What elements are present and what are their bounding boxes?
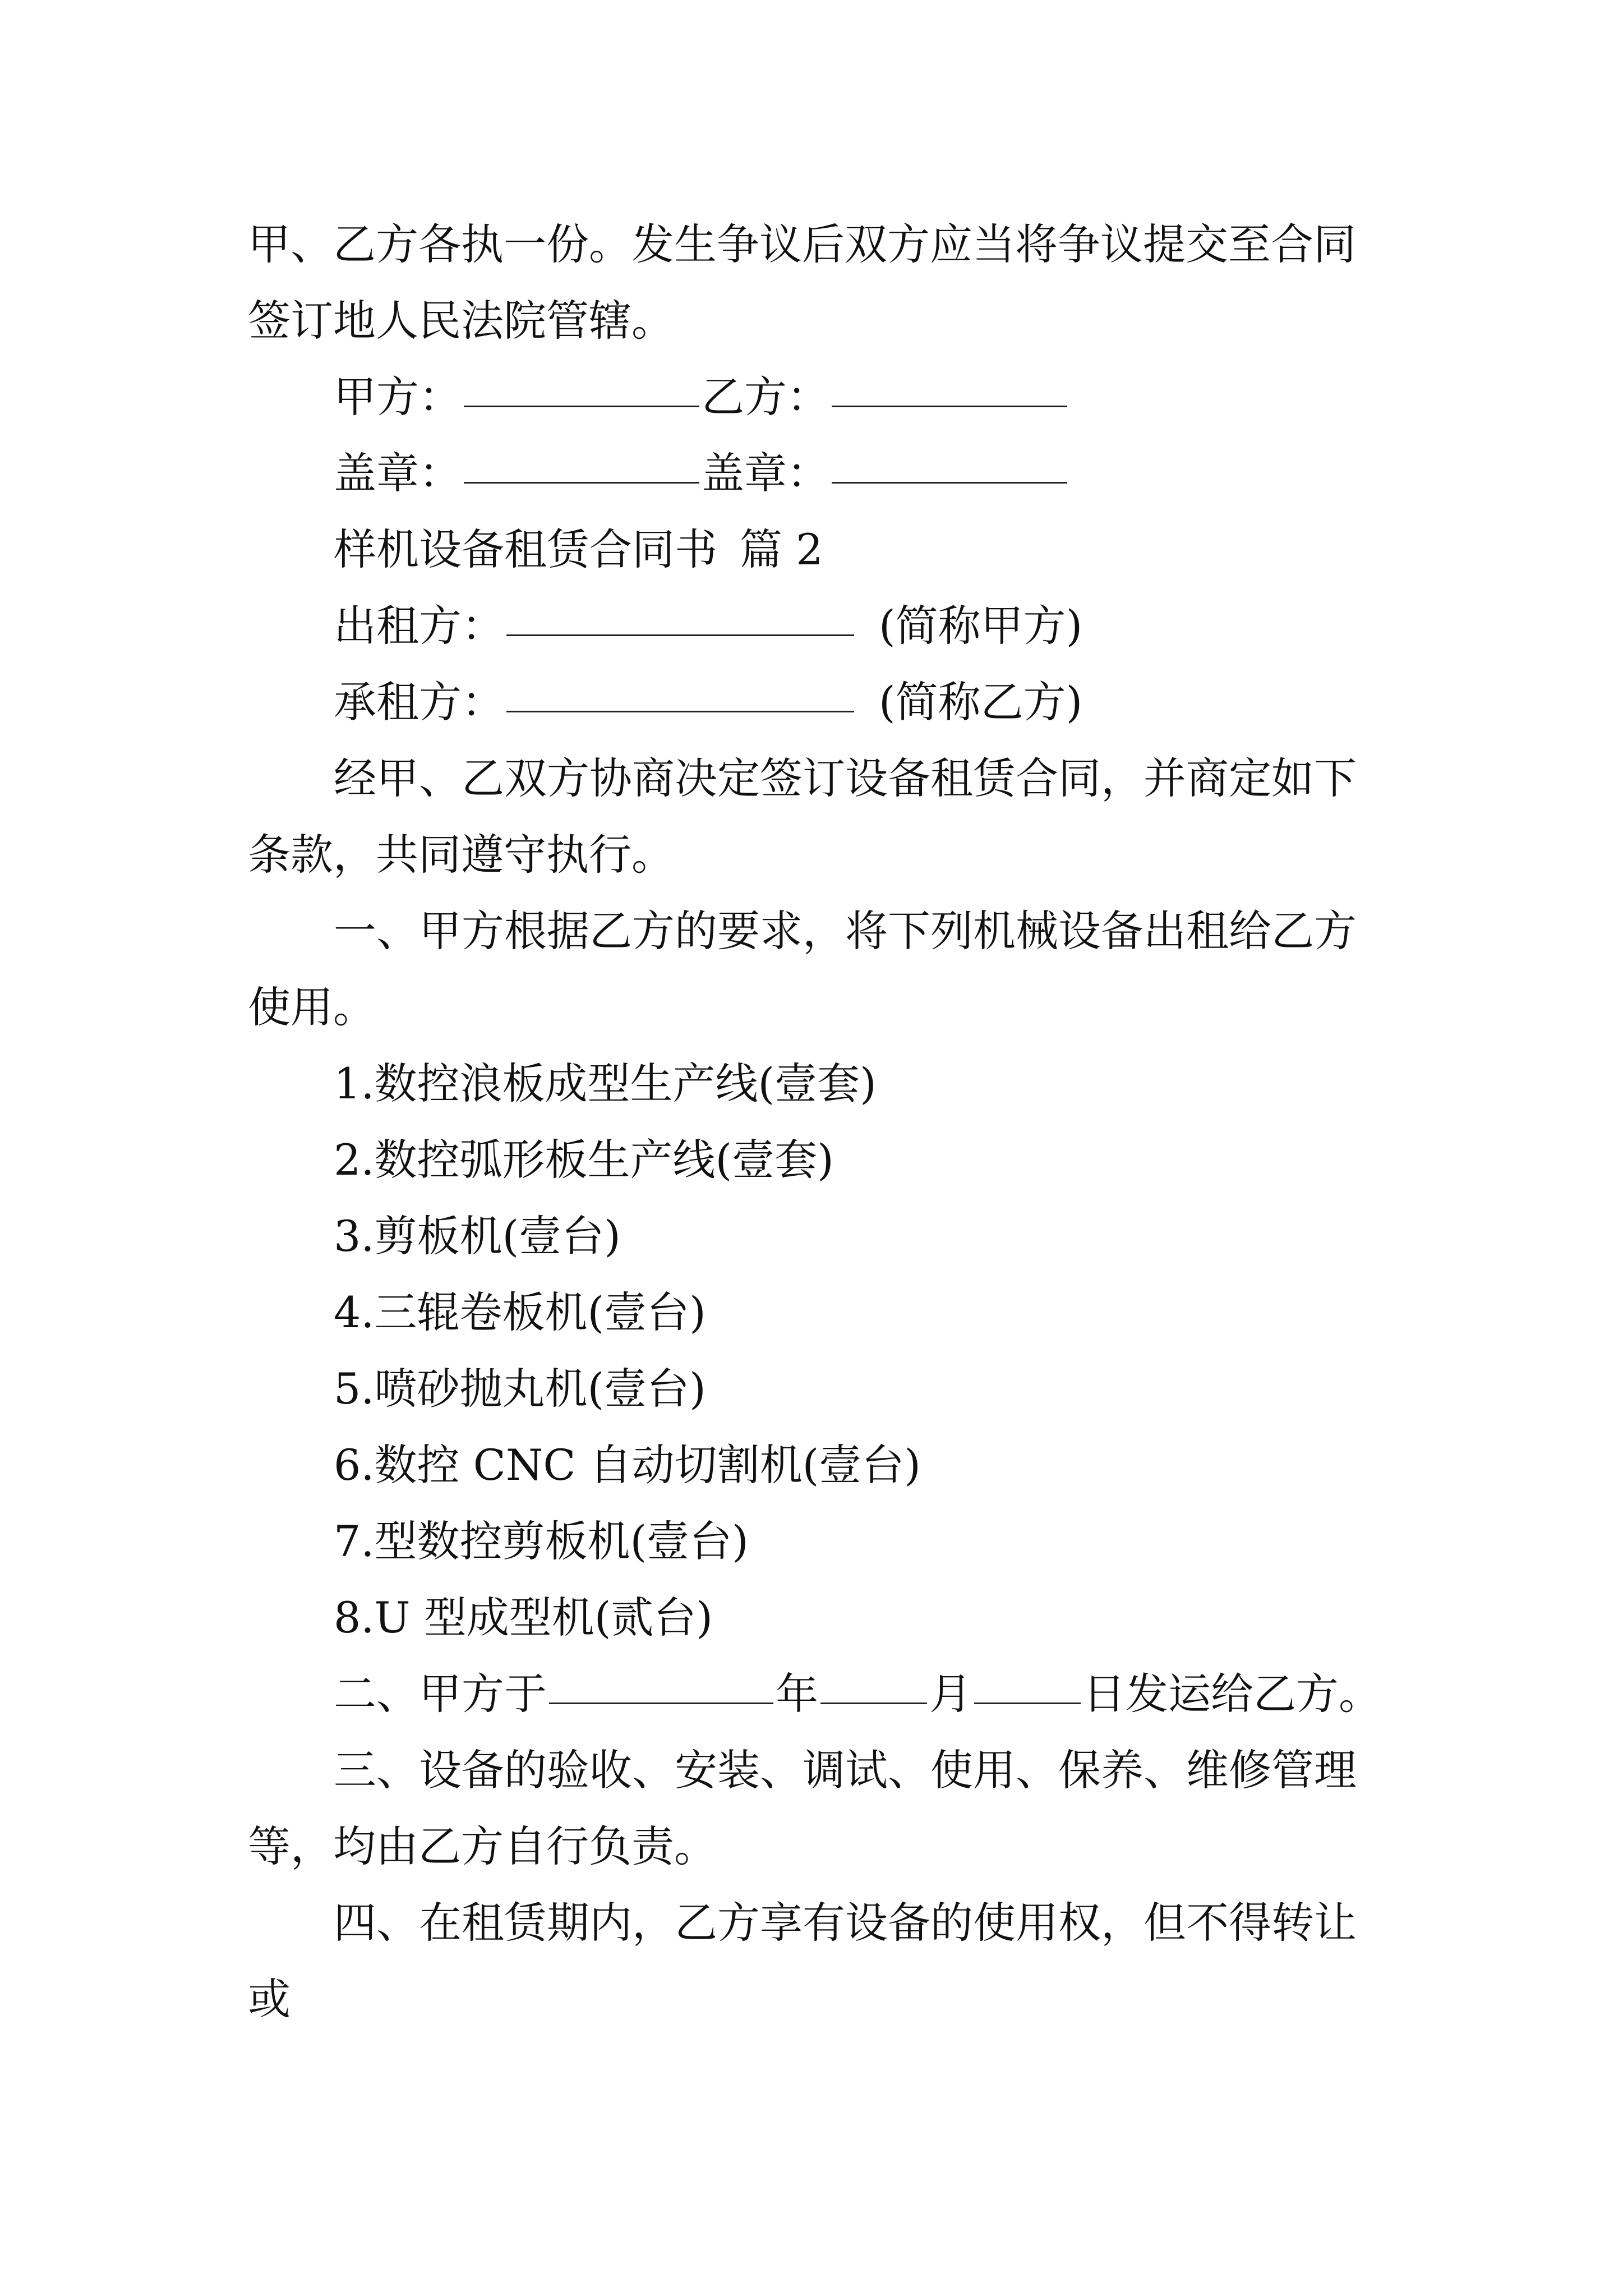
paragraph-line: 签订地人民法院管辖。 [248, 296, 674, 346]
lessee-note: (简称乙方) [879, 677, 1083, 727]
clause-3-line: 等，均由乙方自行负责。 [248, 1821, 717, 1871]
equipment-item: 3.剪板机(壹台) [334, 1211, 621, 1261]
section-title-text: 样机设备租赁合同书 [334, 524, 717, 574]
equipment-item: 1.数控浪板成型生产线(壹套) [334, 1059, 877, 1108]
clause-2-suffix: 日发运给乙方。 [1083, 1669, 1381, 1719]
clause-2-year: 年 [776, 1669, 818, 1719]
clause-2-line [334, 1656, 1381, 1732]
clause-2-prefix: 二、甲方于 [334, 1669, 547, 1719]
clause-1-line: 一、甲方根据乙方的要求，将下列机械设备出租给乙方 [334, 906, 1357, 956]
seal-a-blank [464, 481, 699, 484]
party-a-blank [464, 405, 699, 407]
seal-b-blank [832, 481, 1067, 484]
seal-a-label: 盖章： [334, 448, 462, 498]
month-blank [820, 1702, 927, 1704]
year-blank [549, 1702, 773, 1704]
intro-line: 经甲、乙双方协商决定签订设备租赁合同，并商定如下 [334, 753, 1357, 803]
equipment-item: 2.数控弧形板生产线(壹套) [334, 1135, 834, 1185]
signature-seal-row [334, 435, 1069, 512]
day-blank [974, 1702, 1081, 1704]
paragraph-line: 甲、乙方各执一份。发生争议后双方应当将争议提交至合同 [248, 219, 1356, 269]
section-title-suffix: 篇 2 [740, 524, 823, 574]
equipment-item: 8.U 型成型机(贰台) [334, 1593, 713, 1642]
lessor-row [334, 588, 1082, 664]
lessee-label: 承租方： [334, 677, 504, 727]
lessor-blank [506, 634, 854, 636]
clause-3-line: 三、设备的验收、安装、调试、使用、保养、维修管理 [334, 1745, 1357, 1795]
lessee-row [334, 664, 1082, 740]
lessor-note: (简称甲方) [879, 601, 1083, 651]
lessor-label: 出租方： [334, 601, 504, 651]
equipment-item: 5.喷砂抛丸机(壹台) [334, 1364, 706, 1414]
signature-party-row [334, 359, 1069, 435]
party-a-label: 甲方： [334, 372, 462, 422]
clause-4-line: 或 [248, 1974, 291, 2024]
lessee-blank [506, 710, 854, 712]
clause-2-month: 月 [929, 1669, 972, 1719]
seal-b-label: 盖章： [702, 448, 829, 498]
intro-line: 条款，共同遵守执行。 [248, 830, 674, 880]
equipment-item: 6.数控 CNC 自动切割机(壹台) [334, 1440, 921, 1490]
equipment-item: 4.三辊卷板机(壹台) [334, 1287, 706, 1337]
section-title [334, 512, 823, 588]
equipment-item: 7.型数控剪板机(壹台) [334, 1516, 749, 1566]
clause-1-line: 使用。 [248, 982, 376, 1032]
clause-4-line: 四、在租赁期内，乙方享有设备的使用权，但不得转让 [334, 1898, 1357, 1948]
party-b-label: 乙方： [702, 372, 829, 422]
party-b-blank [832, 405, 1067, 407]
